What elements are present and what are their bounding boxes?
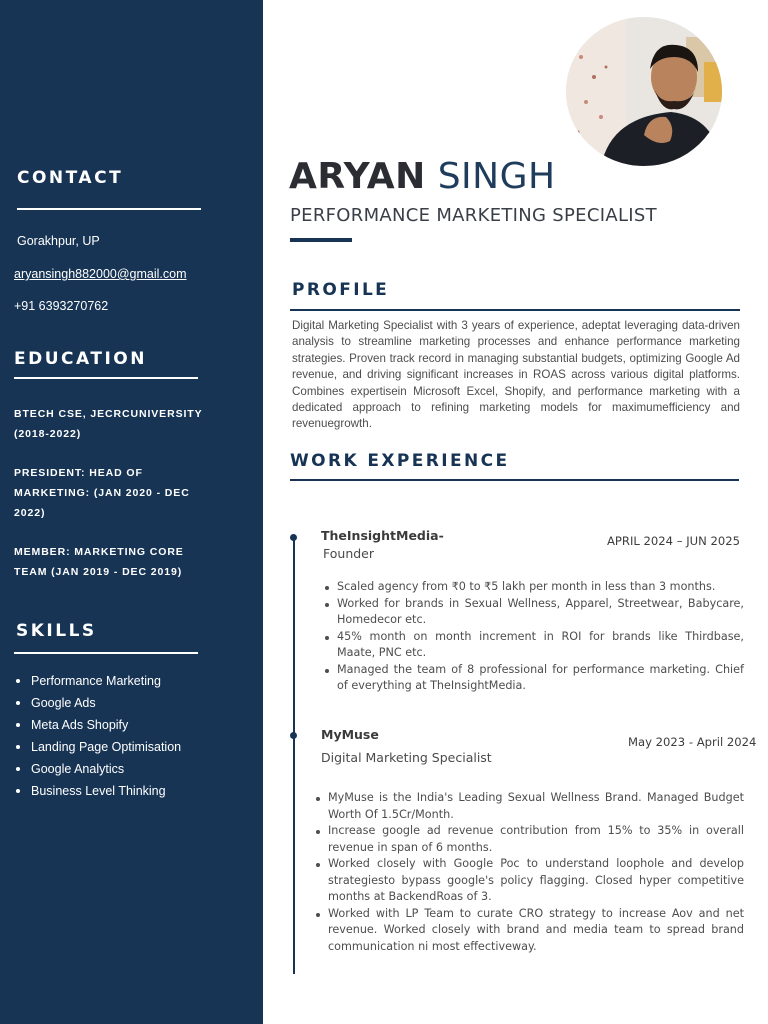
profile-photo-image: [566, 17, 722, 166]
job-bullet: 45% month on month increment in ROI for brands like Thirdbase, Maate, PNC etc.: [322, 629, 744, 662]
timeline-dot: [290, 534, 297, 541]
profile-divider: [290, 309, 740, 311]
job-bullet: Increase google ad revenue contribution from 15% to 35% in overall revenue in span of 6 months.: [313, 823, 744, 856]
job-dates: May 2023 - April 2024: [628, 735, 757, 749]
skill-item: Performance Marketing: [14, 670, 181, 692]
job-company: TheInsightMedia-: [321, 528, 444, 543]
first-name: ARYAN: [289, 156, 426, 197]
timeline-line: [293, 537, 295, 974]
job-bullet: MyMuse is the India's Leading Sexual Wellness Brand. Managed Budget Worth Of 1.5Cr/Month.: [313, 790, 744, 823]
job-bullet: Worked closely with Google Poc to understand loophole and develop strategiesto bypass google's policy flagging. Closed hyper competitive months at BackendRoas of 3.: [313, 856, 744, 906]
skill-item: Google Analytics: [14, 758, 181, 780]
role-title: PERFORMANCE MARKETING SPECIALIST: [290, 205, 657, 226]
candidate-name: [289, 156, 556, 197]
last-name: SINGH: [437, 156, 556, 197]
skill-item: Business Level Thinking: [14, 780, 181, 802]
education-heading: EDUCATION: [14, 349, 147, 369]
skills-list: [14, 670, 181, 802]
education-divider: [14, 377, 198, 379]
skill-item: Landing Page Optimisation: [14, 736, 181, 758]
job-bullets: [313, 790, 744, 955]
contact-heading: CONTACT: [17, 168, 124, 188]
job-bullet: Managed the team of 8 professional for performance marketing. Chief of everything at TheInsightMedia.: [322, 662, 744, 695]
skills-heading: SKILLS: [16, 621, 97, 641]
sidebar: [0, 0, 263, 1024]
job-title: Digital Marketing Specialist: [321, 750, 492, 765]
profile-summary: Digital Marketing Specialist with 3 years of experience, adeptat leveraging data-driven analysis to streamline marketing processes and enhance performance marketing strategies. Proven track record in managing substantial budgets, optimizing Google Ad revenue, and driving significant increases in ROAS across various digital platforms. Combines expertisein Microsoft Excel, Shopify, and performance marketing with a dedicated approach to refining marketing models for maximumefficiency and revenuegrowth.: [292, 319, 740, 431]
experience-heading: WORK EXPERIENCE: [290, 451, 510, 471]
education-item: PRESIDENT: HEAD OF MARKETING: (JAN 2020 - DEC 2022): [14, 467, 190, 519]
contact-location: Gorakhpur, UP: [17, 234, 100, 248]
job-dates: APRIL 2024 – JUN 2025: [607, 534, 740, 548]
timeline-dot: [290, 732, 297, 739]
skills-divider: [14, 652, 198, 654]
profile-heading: PROFILE: [292, 280, 390, 300]
profile-photo: [566, 17, 722, 166]
contact-divider: [17, 208, 201, 210]
skill-item: Meta Ads Shopify: [14, 714, 181, 736]
contact-email-link[interactable]: aryansingh882000@gmail.com: [14, 267, 187, 281]
role-accent-bar: [290, 238, 352, 242]
skill-item: Google Ads: [14, 692, 181, 714]
experience-divider: [290, 479, 739, 481]
job-bullet: Worked with LP Team to curate CRO strategy to increase Aov and net revenue. Worked closely with brand and media team to spread brand communication ni most effectiveway.: [313, 906, 744, 956]
job-company: MyMuse: [321, 727, 379, 742]
contact-phone: +91 6393270762: [14, 299, 109, 313]
education-item: BTECH CSE, JECRCUNIVERSITY (2018-2022): [14, 408, 203, 440]
job-bullet: Worked for brands in Sexual Wellness, Apparel, Streetwear, Babycare, Homedecor etc.: [322, 596, 744, 629]
education-item: MEMBER: MARKETING CORE TEAM (JAN 2019 - DEC 2019): [14, 546, 184, 578]
job-title: Founder: [323, 546, 375, 561]
job-bullets: [322, 579, 744, 695]
job-bullet: Scaled agency from ₹0 to ₹5 lakh per month in less than 3 months.: [322, 579, 744, 596]
